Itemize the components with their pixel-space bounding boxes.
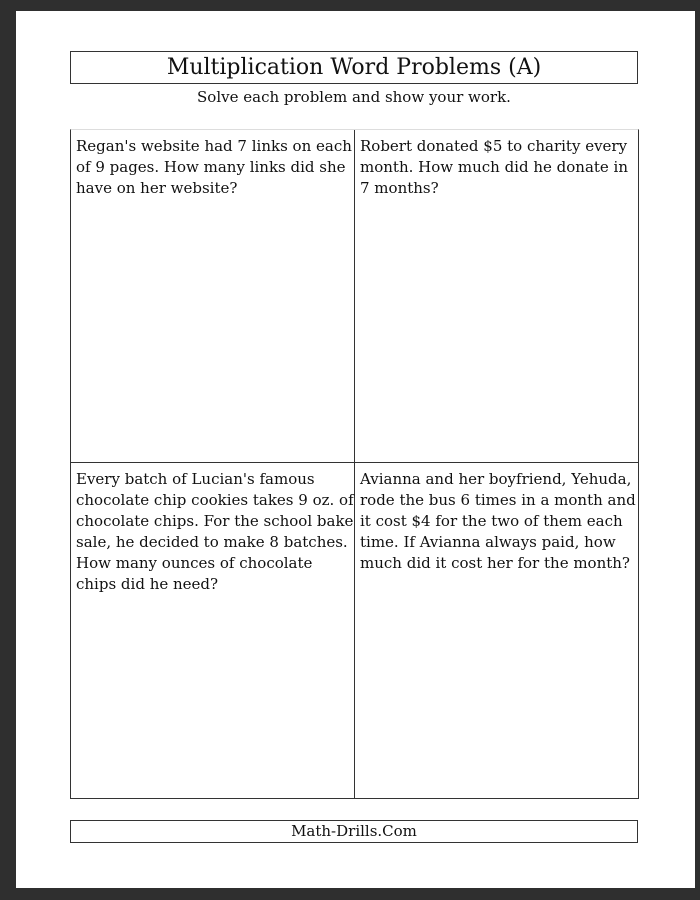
problem-text: much did it cost her for the month?	[360, 554, 630, 572]
problem-text: 7 months?	[360, 179, 439, 197]
problem-text: chocolate chip cookies takes 9 oz. of	[76, 491, 354, 509]
problem-text: sale, he decided to make 8 batches.	[76, 533, 348, 551]
page-title: Multiplication Word Problems (A)	[70, 51, 638, 84]
problem-text: month. How much did he donate in	[360, 158, 629, 176]
problem-text: it cost $4 for the two of them each	[360, 512, 623, 530]
problem-text: rode the bus 6 times in a month and	[360, 491, 636, 509]
problem-cell	[355, 463, 638, 798]
problem-grid	[70, 129, 639, 799]
problem-text: of 9 pages. How many links did she	[76, 158, 346, 176]
footer-site-name: Math-Drills.Com	[70, 820, 638, 843]
problem-text: chocolate chips. For the school bake	[76, 512, 354, 530]
problem-text: have on her website?	[76, 179, 238, 197]
problem-text: Robert donated $5 to charity every	[360, 137, 628, 155]
instructions: Solve each problem and show your work.	[197, 88, 511, 106]
problem-text: Every batch of Lucian's famous	[76, 470, 315, 488]
problem-text: Regan's website had 7 links on each	[76, 137, 352, 155]
problem-cell	[71, 463, 355, 798]
problem-text: Avianna and her boyfriend, Yehuda,	[360, 470, 632, 488]
problem-text: How many ounces of chocolate	[76, 554, 313, 572]
worksheet-page	[16, 11, 695, 888]
problem-text: chips did he need?	[76, 575, 219, 593]
problem-text: time. If Avianna always paid, how	[360, 533, 616, 551]
problem-cell	[355, 130, 638, 463]
problem-cell	[71, 130, 355, 463]
